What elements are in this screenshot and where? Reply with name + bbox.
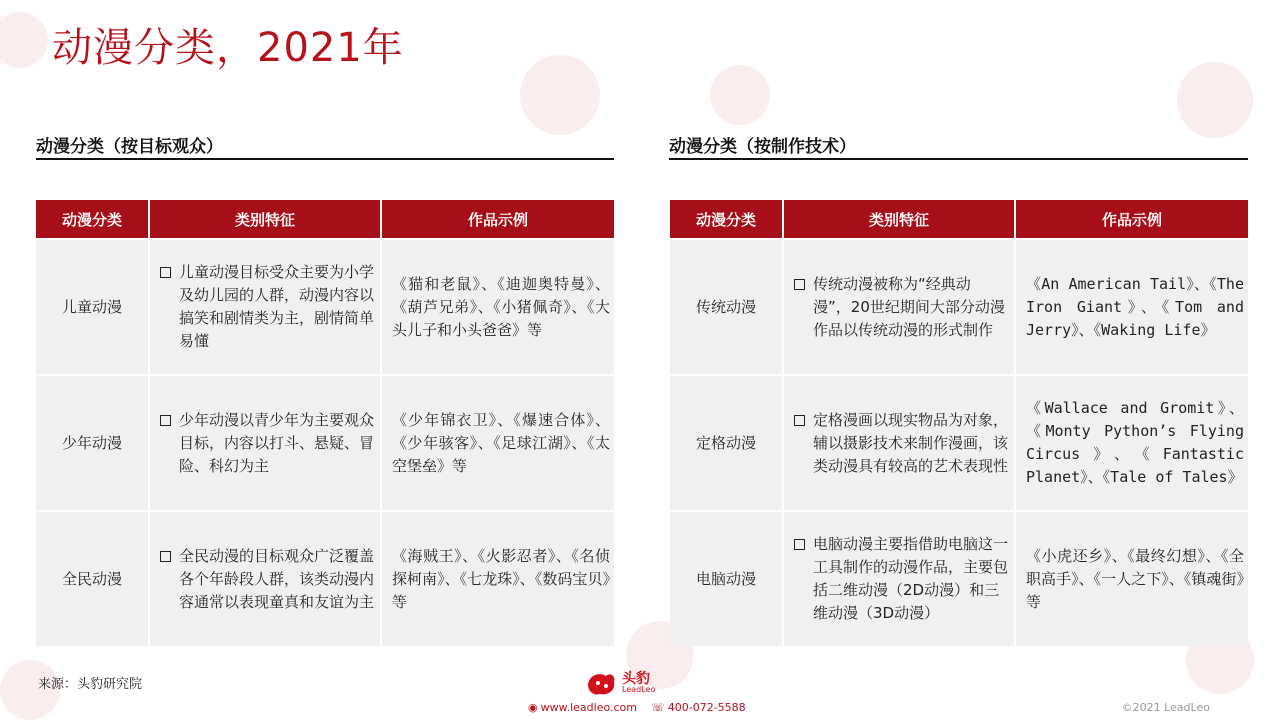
right-section-divider — [669, 158, 1248, 160]
row-examples: 《An American Tail》、《The Iron Giant》、《Tom and Jerry》、《Waking Life》 — [1016, 238, 1248, 374]
phone-text: 400-072-5588 — [667, 701, 746, 714]
row-feature-text: 少年动漫以青少年为主要观众目标，内容以打斗、悬疑、冒险、科幻为主 — [179, 410, 375, 475]
row-category: 传统动漫 — [670, 238, 784, 374]
row-examples: 《海贼王》、《火影忍者》、《名侦探柯南》、《七龙珠》、《数码宝贝》等 — [382, 510, 614, 646]
row-category: 少年动漫 — [36, 374, 150, 510]
square-bullet-icon — [160, 551, 171, 562]
row-category: 电脑动漫 — [670, 510, 784, 646]
header-category: 动漫分类 — [670, 200, 784, 238]
table-row — [36, 238, 614, 374]
table-header-row — [36, 200, 614, 238]
row-category: 全民动漫 — [36, 510, 150, 646]
left-section-divider — [36, 158, 614, 160]
row-examples: 《猫和老鼠》、《迪迦奥特曼》、《葫芦兄弟》、《小猪佩奇》、《大头儿子和小头爸爸》等 — [382, 238, 614, 374]
table-row — [36, 374, 614, 510]
square-bullet-icon — [160, 415, 171, 426]
logo-subtext: LeadLeo — [622, 685, 656, 694]
square-bullet-icon — [794, 415, 805, 426]
row-category: 定格动漫 — [670, 374, 784, 510]
row-feature-text: 全民动漫的目标观众广泛覆盖各个年龄段人群，该类动漫内容通常以表现童真和友谊为主 — [179, 546, 375, 611]
website-link[interactable] — [528, 701, 637, 714]
row-feature — [784, 238, 1016, 374]
header-feature: 类别特征 — [150, 200, 382, 238]
page-title: 动漫分类，2021年 — [52, 25, 404, 71]
header-feature: 类别特征 — [784, 200, 1016, 238]
row-feature — [150, 374, 382, 510]
phone-number — [651, 701, 746, 714]
row-feature — [784, 374, 1016, 510]
table-row — [670, 374, 1248, 510]
square-bullet-icon — [794, 539, 805, 550]
row-feature-text: 儿童动漫目标受众主要为小学及幼儿园的人群，动漫内容以搞笑和剧情类为主，剧情简单易懂 — [179, 263, 375, 350]
row-feature-text: 电脑动漫主要指借助电脑这一工具制作的动漫作品，主要包括二维动漫（2D动漫）和三维动漫（3D动漫） — [813, 535, 1009, 622]
square-bullet-icon — [160, 267, 171, 278]
row-feature — [784, 510, 1016, 646]
row-feature — [150, 238, 382, 374]
right-section-title: 动漫分类（按制作技术） — [669, 137, 856, 157]
row-feature-text: 传统动漫被称为“经典动漫”，20世纪期间大部分动漫作品以传统动漫的形式制作 — [813, 274, 1005, 339]
table-row — [670, 510, 1248, 646]
table-header-row — [670, 200, 1248, 238]
table-row — [36, 510, 614, 646]
leadleo-logo — [586, 668, 666, 698]
phone-icon: ☏ — [650, 701, 665, 714]
row-examples: 《小虎还乡》、《最终幻想》、《全职高手》、《一人之下》、《镇魂街》等 — [1016, 510, 1248, 646]
copyright: ©2021 LeadLeo — [1121, 701, 1210, 714]
source-note: 来源：头豹研究院 — [38, 677, 143, 692]
row-feature — [150, 510, 382, 646]
footer-contact — [528, 701, 746, 714]
row-examples: 《少年锦衣卫》、《爆速合体》、《少年骇客》、《足球江湖》、《太空堡垒》等 — [382, 374, 614, 510]
header-examples: 作品示例 — [382, 200, 614, 238]
table-row — [670, 238, 1248, 374]
header-category: 动漫分类 — [36, 200, 150, 238]
left-section-title: 动漫分类（按目标观众） — [36, 137, 223, 157]
logo-text: 头豹 — [622, 671, 650, 687]
square-bullet-icon — [794, 279, 805, 290]
right-category-table — [670, 200, 1248, 646]
website-text: www.leadleo.com — [540, 701, 637, 714]
row-examples: 《Wallace and Gromit》、《Monty Python’s Flying Circus》、《Fantastic Planet》、《Tale of Tales》 — [1016, 374, 1248, 510]
header-examples: 作品示例 — [1016, 200, 1248, 238]
globe-icon: ◉ — [528, 701, 538, 714]
row-feature-text: 定格漫画以现实物品为对象，辅以摄影技术来制作漫画，该类动漫具有较高的艺术表现性 — [813, 410, 1009, 475]
left-category-table — [36, 200, 614, 646]
row-category: 儿童动漫 — [36, 238, 150, 374]
